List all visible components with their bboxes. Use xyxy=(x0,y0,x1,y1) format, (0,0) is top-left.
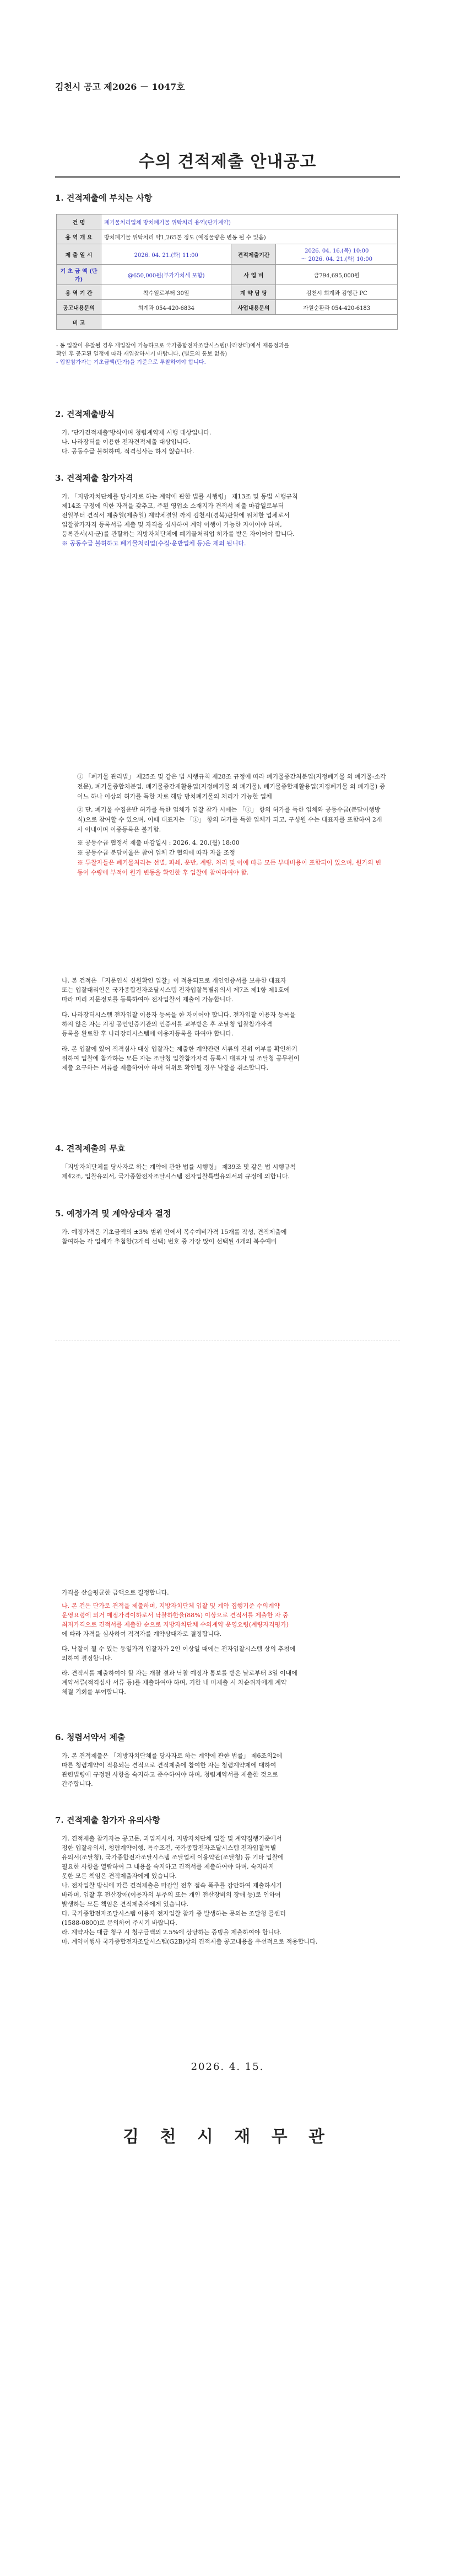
section-3-item-ra xyxy=(62,1044,392,1072)
period-start: 2026. 04. 16.(목) 10:00 xyxy=(305,248,369,254)
list-item: 라. 본 입찰에 있어 적격심사 대상 입찰자는 제출한 계약관련 서류의 진위 여부를 확인하기 xyxy=(62,1045,297,1053)
list-item: 위하여 입찰에 참가하는 모든 자는 조달청 입찰참가자격 등록시 대표자 및 조달청 공무원이 xyxy=(62,1055,300,1062)
submission-datetime: 2026. 04. 21.(화) 11:00 xyxy=(101,244,231,265)
notice-date: 2026. 4. 15. xyxy=(191,2061,264,2073)
section-5-heading: 5. 예정가격 및 계약상대자 결정 xyxy=(55,1209,171,1219)
list-item: 제출 요구하는 서류를 제출하여야 하며 허위로 확인될 경우 낙찰을 취소합니다. xyxy=(62,1064,268,1071)
list-item: 나. 나라장터를 이용한 전자견적제출 대상입니다. xyxy=(62,438,191,446)
project-name: 폐기물처리업체 방치폐기물 위탁처리 용역(단가계약) xyxy=(101,214,398,229)
table-row xyxy=(57,300,398,315)
table-label: 기 초 금 액 (단 가) xyxy=(57,265,101,285)
list-item: 가. '단가견적제출'방식이며 청렴계약제 시행 대상입니다. xyxy=(62,429,212,436)
list-item: 최저가격으로 견적서를 제출한 순으로 지방자치단체 수의계약 운영요령(계량자격평가) xyxy=(62,1621,289,1628)
table-row xyxy=(57,285,398,300)
section-7-heading: 7. 견적제출 참가자 유의사항 xyxy=(55,1815,160,1825)
list-item: 나. 본 건은 단가로 견적을 제출하며, 지방자치단체 입찰 및 계약 집행기준 수의계약 xyxy=(62,1602,280,1609)
page-title: 수의 견적제출 안내공고 xyxy=(138,152,317,171)
list-item: 나. 전자입찰 방식에 따른 견적제출은 마감일 전후 접속 폭주를 감안하여 제출하시기 xyxy=(62,1882,282,1889)
note-line: 확인 후 공고된 일정에 따라 재입찰하시기 바랍니다. (별도의 통보 없음) xyxy=(56,351,228,357)
list-item: 정한 입찰유의서, 청렴계약이행, 특수조건, 국가종합전자조달시스템 전자입찰특별 xyxy=(62,1844,277,1852)
section-4-body xyxy=(62,1162,392,1181)
table-label: 용 역 개 요 xyxy=(57,229,101,244)
section-2-heading: 2. 견적제출방식 xyxy=(55,409,115,419)
section-4-heading: 4. 견적제출의 무효 xyxy=(55,1144,126,1153)
list-item: 라. 견적서를 제출하여야 할 자는 개찰 결과 낙찰 예정자 통보를 받은 날로부터 3일 이내에 xyxy=(62,1670,297,1677)
table-label: 제 출 일 시 xyxy=(57,244,101,265)
list-item: (1588-0800)로 문의하여 주시기 바랍니다. xyxy=(62,1919,177,1926)
box-paragraph: ① 「폐기물 관리법」 제25조 및 같은 법 시행규칙 제28조 규정에 따라 폐기물중간처분업(지정폐기물 외 폐기물-소각전문), 폐기물종합처분업, 폐기물중간재활용업(지정폐기물 외 폐기물), 폐기물종합재활용업(지정폐기물 외 폐기물) 중 어느 하나 이상의 허가를 득한 자로 해당 방치폐기물의 처리가 가능한 업체 xyxy=(77,773,386,800)
title-divider xyxy=(55,176,400,178)
list-item: 등록을 완료한 후 나라장터시스템에 이용자등록을 하여야 합니다. xyxy=(62,1030,234,1037)
list-item: 참여하는 각 업체가 추첨한(2개씩 선택) 번호 중 가장 많이 선택된 4개의 복수예비 xyxy=(62,1238,277,1245)
list-item: 체결 기회를 부여합니다. xyxy=(62,1688,126,1695)
section-7-body xyxy=(62,1834,392,1946)
project-summary: 방치폐기물 위탁처리 약1,265톤 정도 (예정물량은 변동 될 수 있음) xyxy=(101,229,398,244)
list-item: 전일부터 견적서 제출일(제출일) 계약체결일 까지 김천시(경북)관할에 위치한 업체로서 xyxy=(62,512,290,519)
list-item: 가. 「지방자치단체를 당사자로 하는 계약에 관한 법률 시행령」 제13조 및 동법 시행규칙 xyxy=(62,493,298,500)
box-paragraph: ※ 공동수급 분담이율은 참여 업체 간 협의에 따라 자율 조정 xyxy=(77,849,235,856)
list-item: 바라며, 입찰 후 전산장애(이용자의 부주의 또는 개인 전산장비의 장애 등)로 인하여 xyxy=(62,1891,281,1898)
notice-number: 김천시 공고 제2026 － 1047호 xyxy=(55,82,185,92)
list-item: 가격을 산술평균한 금액으로 결정합니다. xyxy=(62,1589,169,1596)
list-item: 제42조, 입찰유의서, 국가종합전자조달시스템 전자입찰특별유의서의 규정에 의합니다. xyxy=(62,1173,290,1180)
list-item: 간주합니다. xyxy=(62,1780,93,1788)
section-1-heading: 1. 견적제출에 부치는 사항 xyxy=(55,193,153,203)
list-item: 관련법령에 규정된 사항을 숙지하고 준수하여야 하며, 청렴계약서를 제출한 것으로 xyxy=(62,1771,278,1778)
list-item: 또는 입찰대리인은 국가종합전자조달시스템 전자입찰특별유의서 제7조 제1항 제1호에 xyxy=(62,986,290,994)
issuer-signature: 김 천 시 재 무 관 xyxy=(122,2127,333,2146)
list-item: 에 따라 자격을 심사하여 적격자를 계약상대자로 결정합니다. xyxy=(62,1630,222,1638)
table-label: 사 업 비 xyxy=(231,265,276,285)
section-5-item-ra xyxy=(62,1668,392,1697)
list-item: 유의서(조달청), 국가종합전자조달시스템 조달업체 이용약관(조달청) 등 기타 입찰에 xyxy=(62,1854,284,1861)
list-item: 다. 국가종합전자조달시스템 이용자 전자입찰 참가 중 발생하는 문의는 조달청 콜센터 xyxy=(62,1910,286,1917)
list-item: 다. 낙찰이 될 수 있는 동일가격 입찰자가 2인 이상일 때에는 전자입찰시스템 상의 추첨에 xyxy=(62,1645,296,1652)
section-5-item-ga xyxy=(62,1227,392,1246)
table-label: 계 약 담 당 xyxy=(231,285,276,300)
table-label: 건 명 xyxy=(57,214,101,229)
section-5-item-ga-cont xyxy=(62,1588,392,1597)
section-3-item-da xyxy=(62,1010,392,1038)
list-item: 다. 공동수급 불허하며, 적격심사는 하지 않습니다. xyxy=(62,448,194,455)
box-paragraph: ※ 투찰자들은 폐기물처리는 선별, 파쇄, 운반, 계량, 처리 및 이에 따른 모든 부대비용이 포함되어 있으며, 원가의 변동이 수량에 부적어 원가 변동을 확인한 후 입찰에 참여하여야 함. xyxy=(77,859,381,876)
section-2-body xyxy=(62,428,392,456)
list-item: 제14조 규정에 의한 자격을 갖추고, 주된 영업소 소재지가 견적서 제출 마감일로부터 xyxy=(62,502,284,509)
note-line: - 동 입찰이 유찰될 경우 재입찰이 가능하므로 국가종합전자조달시스템(나라장터)에서 재통정과를 xyxy=(56,343,290,349)
qualification-box xyxy=(77,772,387,881)
table-label: 공고내용문의 xyxy=(57,300,101,315)
table-label: 견적제출기간 xyxy=(231,244,276,265)
table-row xyxy=(57,229,398,244)
list-item: 계약서류(적격심사 서류 등)를 제출하여야 하며, 기한 내 미제출 시 차순위자에게 계약 xyxy=(62,1679,287,1686)
section-6-body xyxy=(62,1751,392,1789)
base-price: @650,000원(부가가치세 포함) xyxy=(101,265,231,285)
list-item: 운영요령에 의거 예정가격이하로서 낙찰하한율(88%) 이상으로 견적서를 제출한 자 중 xyxy=(62,1612,289,1619)
table-row xyxy=(57,244,398,265)
project-contact: 자원순환과 054-420-6183 xyxy=(276,300,398,315)
table-label: 용 역 기 간 xyxy=(57,285,101,300)
list-item: 라. 계약자는 대금 청구 시 청구금액의 2.5%에 상당하는 증빙을 제출하여야 합니다. xyxy=(62,1929,282,1936)
list-item: 필요한 사항을 열람하여 그 내용을 숙지하고 견적서를 제출하여야 하며, 숙지하지 xyxy=(62,1863,274,1870)
remarks xyxy=(101,315,398,330)
service-period: 착수일로부터 30일 xyxy=(101,285,231,300)
contract-officer: 김천시 회계과 김행관 PC xyxy=(276,285,398,300)
list-item: 따라 미리 지문정보를 등록하여야 전자입찰서 제출이 가능합니다. xyxy=(62,996,234,1003)
section-5-item-da xyxy=(62,1644,392,1663)
list-item: ※ 공동수급 불허하고 폐기물처리업(수집·운반업체 등)은 제외 됩니다. xyxy=(62,540,246,547)
section-3-item-na xyxy=(62,976,392,1004)
list-item: 하지 않은 자는 지정 공인인증기관의 인증서를 교부받은 후 조달청 입찰참가자격 xyxy=(62,1021,273,1028)
budget: 금794,695,000원 xyxy=(276,265,398,285)
period-end: ～ 2026. 04. 21.(화) 10:00 xyxy=(301,256,372,262)
list-item: 입찰참가자격 등록서류 제출 및 자격을 심사하여 계약 이행이 가능한 자이어야 하며, xyxy=(62,521,282,528)
list-item: 「지방자치단체를 당사자로 하는 계약에 관한 법률 시행령」 제39조 및 같은 법 시행규칙 xyxy=(62,1163,296,1171)
list-item: 가. 견적제출 참가자는 공고문, 과업지시서, 지방자치단체 입찰 및 계약집행기준에서 xyxy=(62,1835,282,1842)
notice-contact: 회계과 054-420-6834 xyxy=(101,300,231,315)
section-6-heading: 6. 청렴서약서 제출 xyxy=(55,1732,126,1742)
box-paragraph: ② 단, 폐기물 수집운반 허가를 득한 업체가 입찰 참가 시에는 「①」 항의 허가를 득한 업체와 공동수급(분담이행방식)으로 참여할 수 있으며, 이때 대표자는 「①」 항의 허가를 득한 업체가 되고, 구성원 수는 대표자를 포함하여 2개사 이내이며 이중등록은 불가함. xyxy=(77,806,382,833)
table-row xyxy=(57,315,398,330)
table-row xyxy=(57,265,398,285)
table-label: 비 고 xyxy=(57,315,101,330)
list-item: 못한 모든 책임은 견적제출자에게 있습니다. xyxy=(62,1872,177,1880)
list-item: 가. 예정가격은 기초금액의 ±3% 범위 안에서 복수예비가격 15개를 작성, 견적제출에 xyxy=(62,1228,287,1236)
list-item: 따른 청렴계약이 적용되는 견적으로 견적제출에 참여한 자는 청렴계약제에 대하여 xyxy=(62,1762,277,1769)
box-paragraph: ※ 공동수급 협정서 제출 마감일시 : 2026. 4. 20.(월) 18:00 xyxy=(77,839,240,846)
list-item: 마. 계약이행사 국가종합전자조달시스템(G2B)상의 견적제출 공고내용을 우선적으로 적용합니다. xyxy=(62,1938,318,1945)
list-item: 가. 본 견적제출은 「지방자치단체를 당사자로 하는 계약에 관한 법률」 제6조의2에 xyxy=(62,1752,283,1759)
list-item: 등록관서(시·군)를 관할하는 지방자치단체에 폐기물처리업 허가를 받은 자이어야 합니다. xyxy=(62,530,295,538)
list-item: 다. 나라장터시스템 전자입찰 이용자 등록을 한 자이어야 합니다. 전자입찰 이용자 등록을 xyxy=(62,1011,296,1018)
section-3-heading: 3. 견적제출 참가자격 xyxy=(55,473,134,483)
section-3-item-ga xyxy=(62,492,392,548)
table-row xyxy=(57,214,398,229)
list-item: 발생하는 모든 책임은 견적제출자에게 있습니다. xyxy=(62,1901,189,1908)
submission-period xyxy=(276,244,398,265)
list-item: 의하여 결정합니다. xyxy=(62,1655,113,1662)
note-line: - 입찰참가자는 기초금액(단가)을 기준으로 투찰하여야 합니다. xyxy=(56,359,206,366)
table-label: 사업내용문의 xyxy=(231,300,276,315)
list-item: 나. 본 건적은 「지문인식 신원확인 입찰」이 적용되므로 개인인증서를 보유한 대표자 xyxy=(62,977,286,984)
info-table xyxy=(56,214,398,330)
section-1-notes xyxy=(56,342,398,367)
section-5-item-na xyxy=(62,1601,392,1639)
